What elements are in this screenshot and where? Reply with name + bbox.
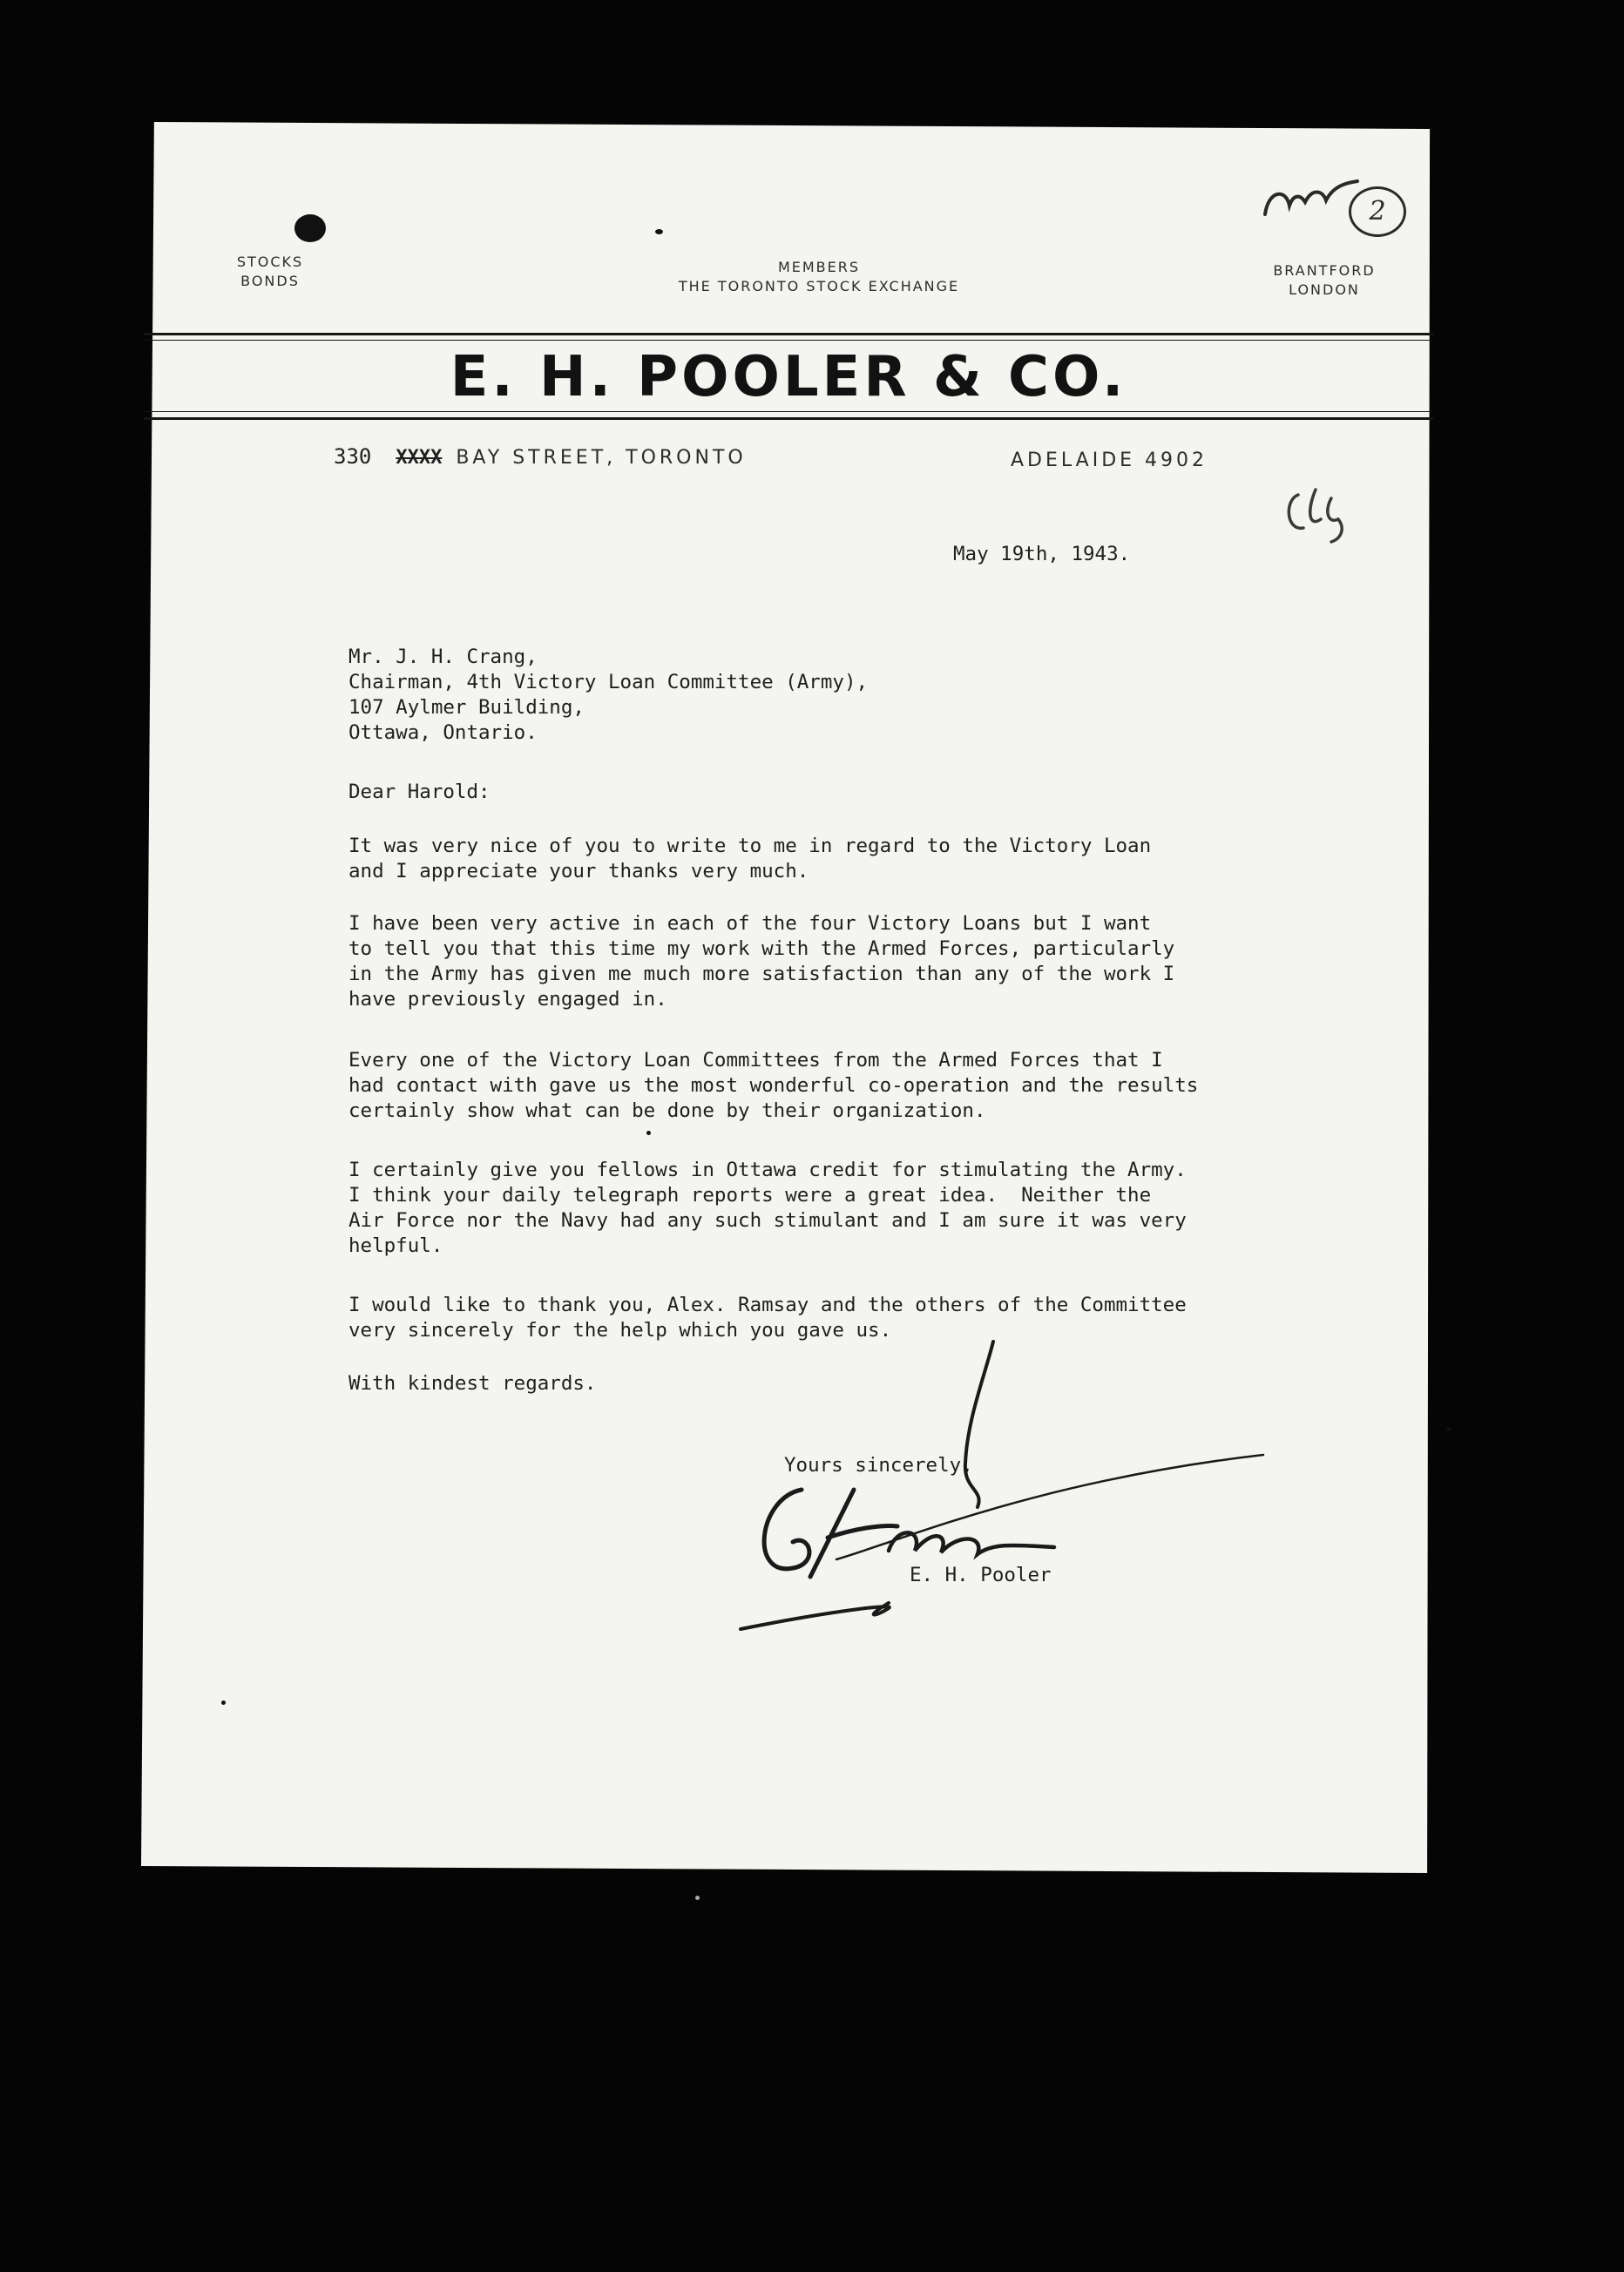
- handwritten-signature: [723, 1342, 1281, 1655]
- letterhead-right: [1259, 261, 1390, 300]
- letterhead-rule-bottom: [144, 417, 1433, 420]
- scan-speck: [646, 1131, 651, 1135]
- address-street: BAY STREET, TORONTO: [456, 447, 747, 469]
- paragraph-2: I have been very active in each of the four Victory Loans but I want to tell you that this time my work with the Armed Forces, particularly in the Army has given me much more satisfaction than any of the work I have previously engaged in.: [348, 912, 1175, 1011]
- paragraph-4: I certainly give you fellows in Ottawa credit for stimulating the Army. I think your daily telegraph reports were a great idea. Neither the Air Force nor the Navy had any such stimulant and I am sure it was very helpful.: [348, 1159, 1187, 1257]
- address-line: [334, 444, 747, 470]
- recipient-line-4: Ottawa, Ontario.: [348, 721, 538, 744]
- punch-hole: [294, 214, 326, 242]
- letterhead-rule-bottom-thin: [144, 411, 1433, 412]
- firm-name: E. H. POOLER & CO.: [450, 345, 1127, 409]
- letter-date: May 19th, 1943.: [953, 543, 1131, 565]
- ink-speck: [655, 229, 663, 234]
- paragraph-3: Every one of the Victory Loan Committees from the Armed Forces that I had contact with gave us the most wonderful co-operation and the results certainly show what can be done by their organization.: [348, 1049, 1199, 1122]
- letterhead-london: LONDON: [1289, 281, 1360, 298]
- scan-speck: [1446, 1427, 1451, 1431]
- recipient-address: [348, 645, 868, 746]
- signer-name: E. H. Pooler: [910, 1564, 1052, 1586]
- letterhead-rule-top-thin: [144, 340, 1433, 341]
- address-number: 330: [334, 444, 372, 469]
- scan-speck: [221, 1701, 226, 1705]
- address-struck: XXXX: [396, 447, 443, 469]
- scan-speck: [695, 1896, 700, 1900]
- recipient-line-1: Mr. J. H. Crang,: [348, 646, 538, 668]
- letterhead-left-line-1: STOCKS: [236, 254, 304, 270]
- circled-number: [1349, 186, 1406, 237]
- recipient-line-2: Chairman, 4th Victory Loan Committee (Army),: [348, 671, 869, 693]
- margin-initials: [1281, 484, 1350, 545]
- letterhead-left: [227, 253, 314, 291]
- letterhead-rule-top: [144, 333, 1433, 335]
- paragraph-1: It was very nice of you to write to me in regard to the Victory Loan and I appreciate your thanks very much.: [348, 835, 1152, 882]
- regards: With kindest regards.: [348, 1372, 597, 1395]
- letterhead-members: MEMBERS: [777, 259, 861, 275]
- letterhead-center: [610, 258, 1028, 296]
- circled-number-value: 2: [1369, 196, 1386, 227]
- handwritten-annotation-top-right: [1260, 171, 1364, 232]
- letterhead-brantford: BRANTFORD: [1273, 262, 1376, 279]
- paragraph-5: I would like to thank you, Alex. Ramsay and the others of the Committee very sincerely for the help which you gave us.: [348, 1294, 1187, 1342]
- salutation: Dear Harold:: [348, 781, 491, 803]
- closing: Yours sincerely,: [784, 1454, 973, 1477]
- letterhead-exchange: THE TORONTO STOCK EXCHANGE: [678, 278, 960, 294]
- phone-number: ADELAIDE 4902: [1011, 450, 1208, 471]
- letterhead-left-line-2: BONDS: [240, 273, 300, 289]
- recipient-line-3: 107 Aylmer Building,: [348, 696, 585, 719]
